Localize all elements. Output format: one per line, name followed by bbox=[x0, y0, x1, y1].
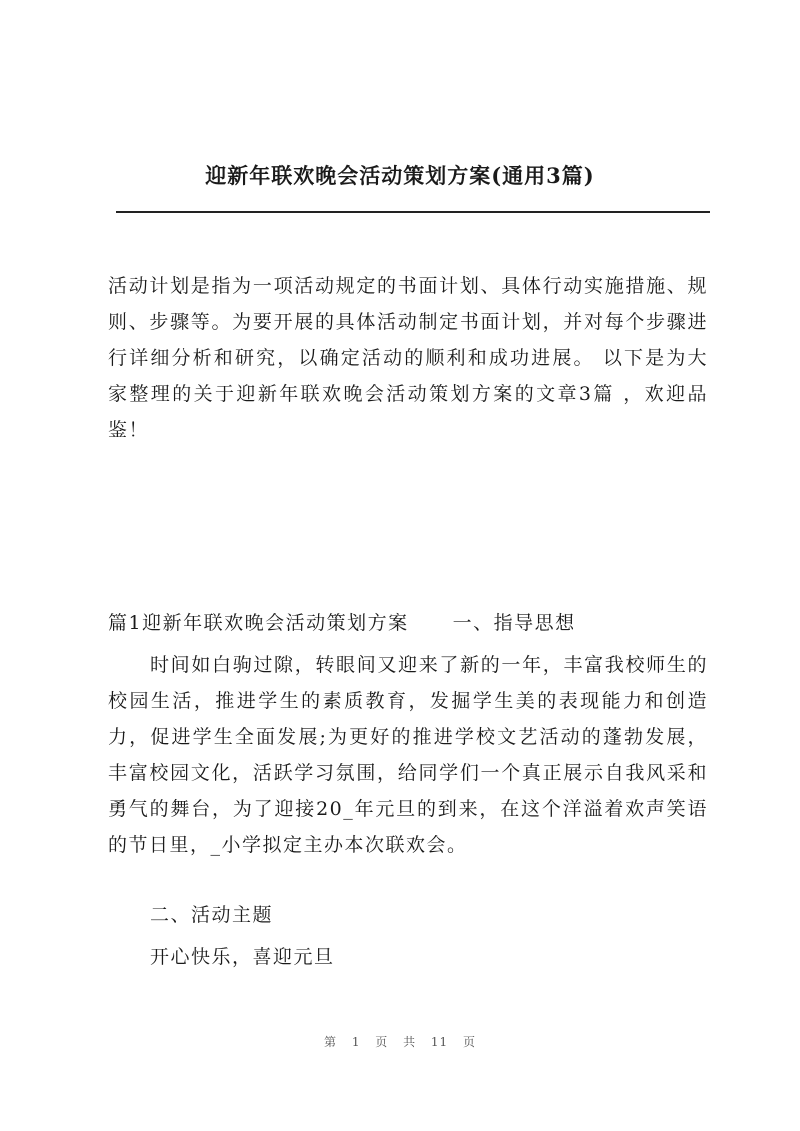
section-1-body: 时间如白驹过隙，转眼间又迎来了新的一年，丰富我校师生的校园生活，推进学生的素质教育，发掘学生美的表现能力和创造力，促进学生全面发展;为更好的推进学校文艺活动的蓬勃发展，丰富校园文化，活跃学习氛围，给同学们一个真正展示自我风采和勇气的舞台，为了迎接20_年元旦的到来，在这个洋溢着欢声笑语的节日里，_小学拟定主办本次联欢会。 bbox=[108, 654, 708, 856]
section-1-heading: 篇1迎新年联欢晚会活动策划方案 bbox=[108, 612, 409, 634]
intro-paragraph: 活动计划是指为一项活动规定的书面计划、具体行动实施措施、规则、步骤等。为要开展的具体活动制定书面计划，并对每个步骤进行详细分析和研究，以确定活动的顺利和成功进展。 以下是为大家整理的关于迎新年联欢晚会活动策划方案的文章3篇 ，欢迎品鉴！ bbox=[108, 275, 708, 441]
section-2-body: 开心快乐，喜迎元旦 bbox=[150, 946, 335, 968]
page-number: 第 1 页 共 11 页 bbox=[324, 1035, 476, 1049]
section-1-heading-line bbox=[108, 605, 708, 641]
section-1-subheading: 一、指导思想 bbox=[452, 612, 576, 634]
title-divider bbox=[116, 211, 710, 213]
document-title: 迎新年联欢晚会活动策划方案(通用3篇) bbox=[205, 163, 595, 188]
section-2-heading: 二、活动主题 bbox=[150, 904, 274, 926]
